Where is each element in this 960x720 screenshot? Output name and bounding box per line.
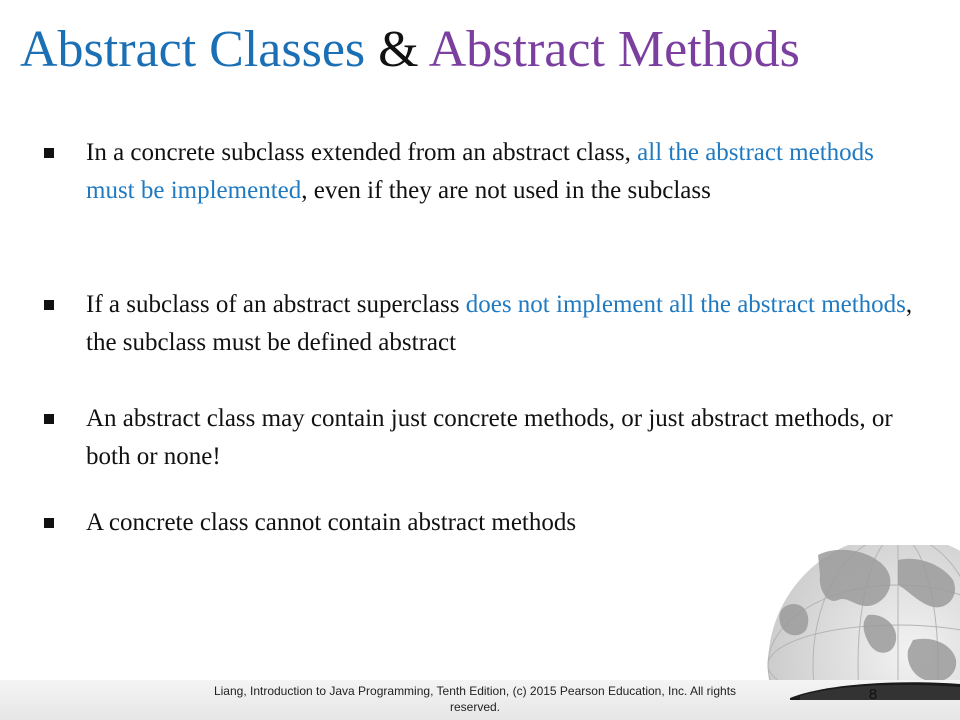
bullet-item bbox=[40, 134, 920, 210]
bullet-item bbox=[40, 504, 920, 542]
bullet-item bbox=[40, 400, 920, 476]
bullet-text: In a concrete subclass extended from an abstract class, bbox=[86, 139, 638, 166]
footer-citation: Liang, Introduction to Java Programming, Tenth Edition, (c) 2015 Pearson Education, Inc. All rights reserved. bbox=[213, 684, 737, 714]
square-bullet-icon bbox=[44, 300, 54, 310]
square-bullet-icon bbox=[44, 148, 54, 158]
square-bullet-icon bbox=[44, 414, 54, 424]
square-bullet-icon bbox=[44, 518, 54, 528]
title-part-abstract-methods: Abstract Methods bbox=[428, 21, 800, 78]
bullet-text: If a subclass of an abstract superclass bbox=[86, 291, 466, 318]
bullet-item bbox=[40, 286, 920, 362]
bullet-highlight: does not implement all the abstract methods bbox=[465, 291, 906, 318]
page-number: 8 bbox=[868, 686, 878, 703]
title-part-abstract-classes: Abstract Classes bbox=[20, 21, 366, 78]
slide-title bbox=[20, 18, 950, 82]
globe-icon bbox=[748, 545, 960, 695]
bullet-text: A concrete class cannot contain abstract methods bbox=[86, 509, 577, 536]
bullet-text: An abstract class may contain just concrete methods, or just abstract methods, or both or none! bbox=[86, 405, 893, 470]
bullet-text-end: , even if they are not used in the subclass bbox=[301, 177, 711, 204]
bullet-text-end: , the subclass must be defined abstract bbox=[86, 291, 913, 356]
bullet-highlight: all the abstract methods must be implemented bbox=[86, 139, 874, 204]
title-ampersand: & bbox=[365, 21, 429, 78]
